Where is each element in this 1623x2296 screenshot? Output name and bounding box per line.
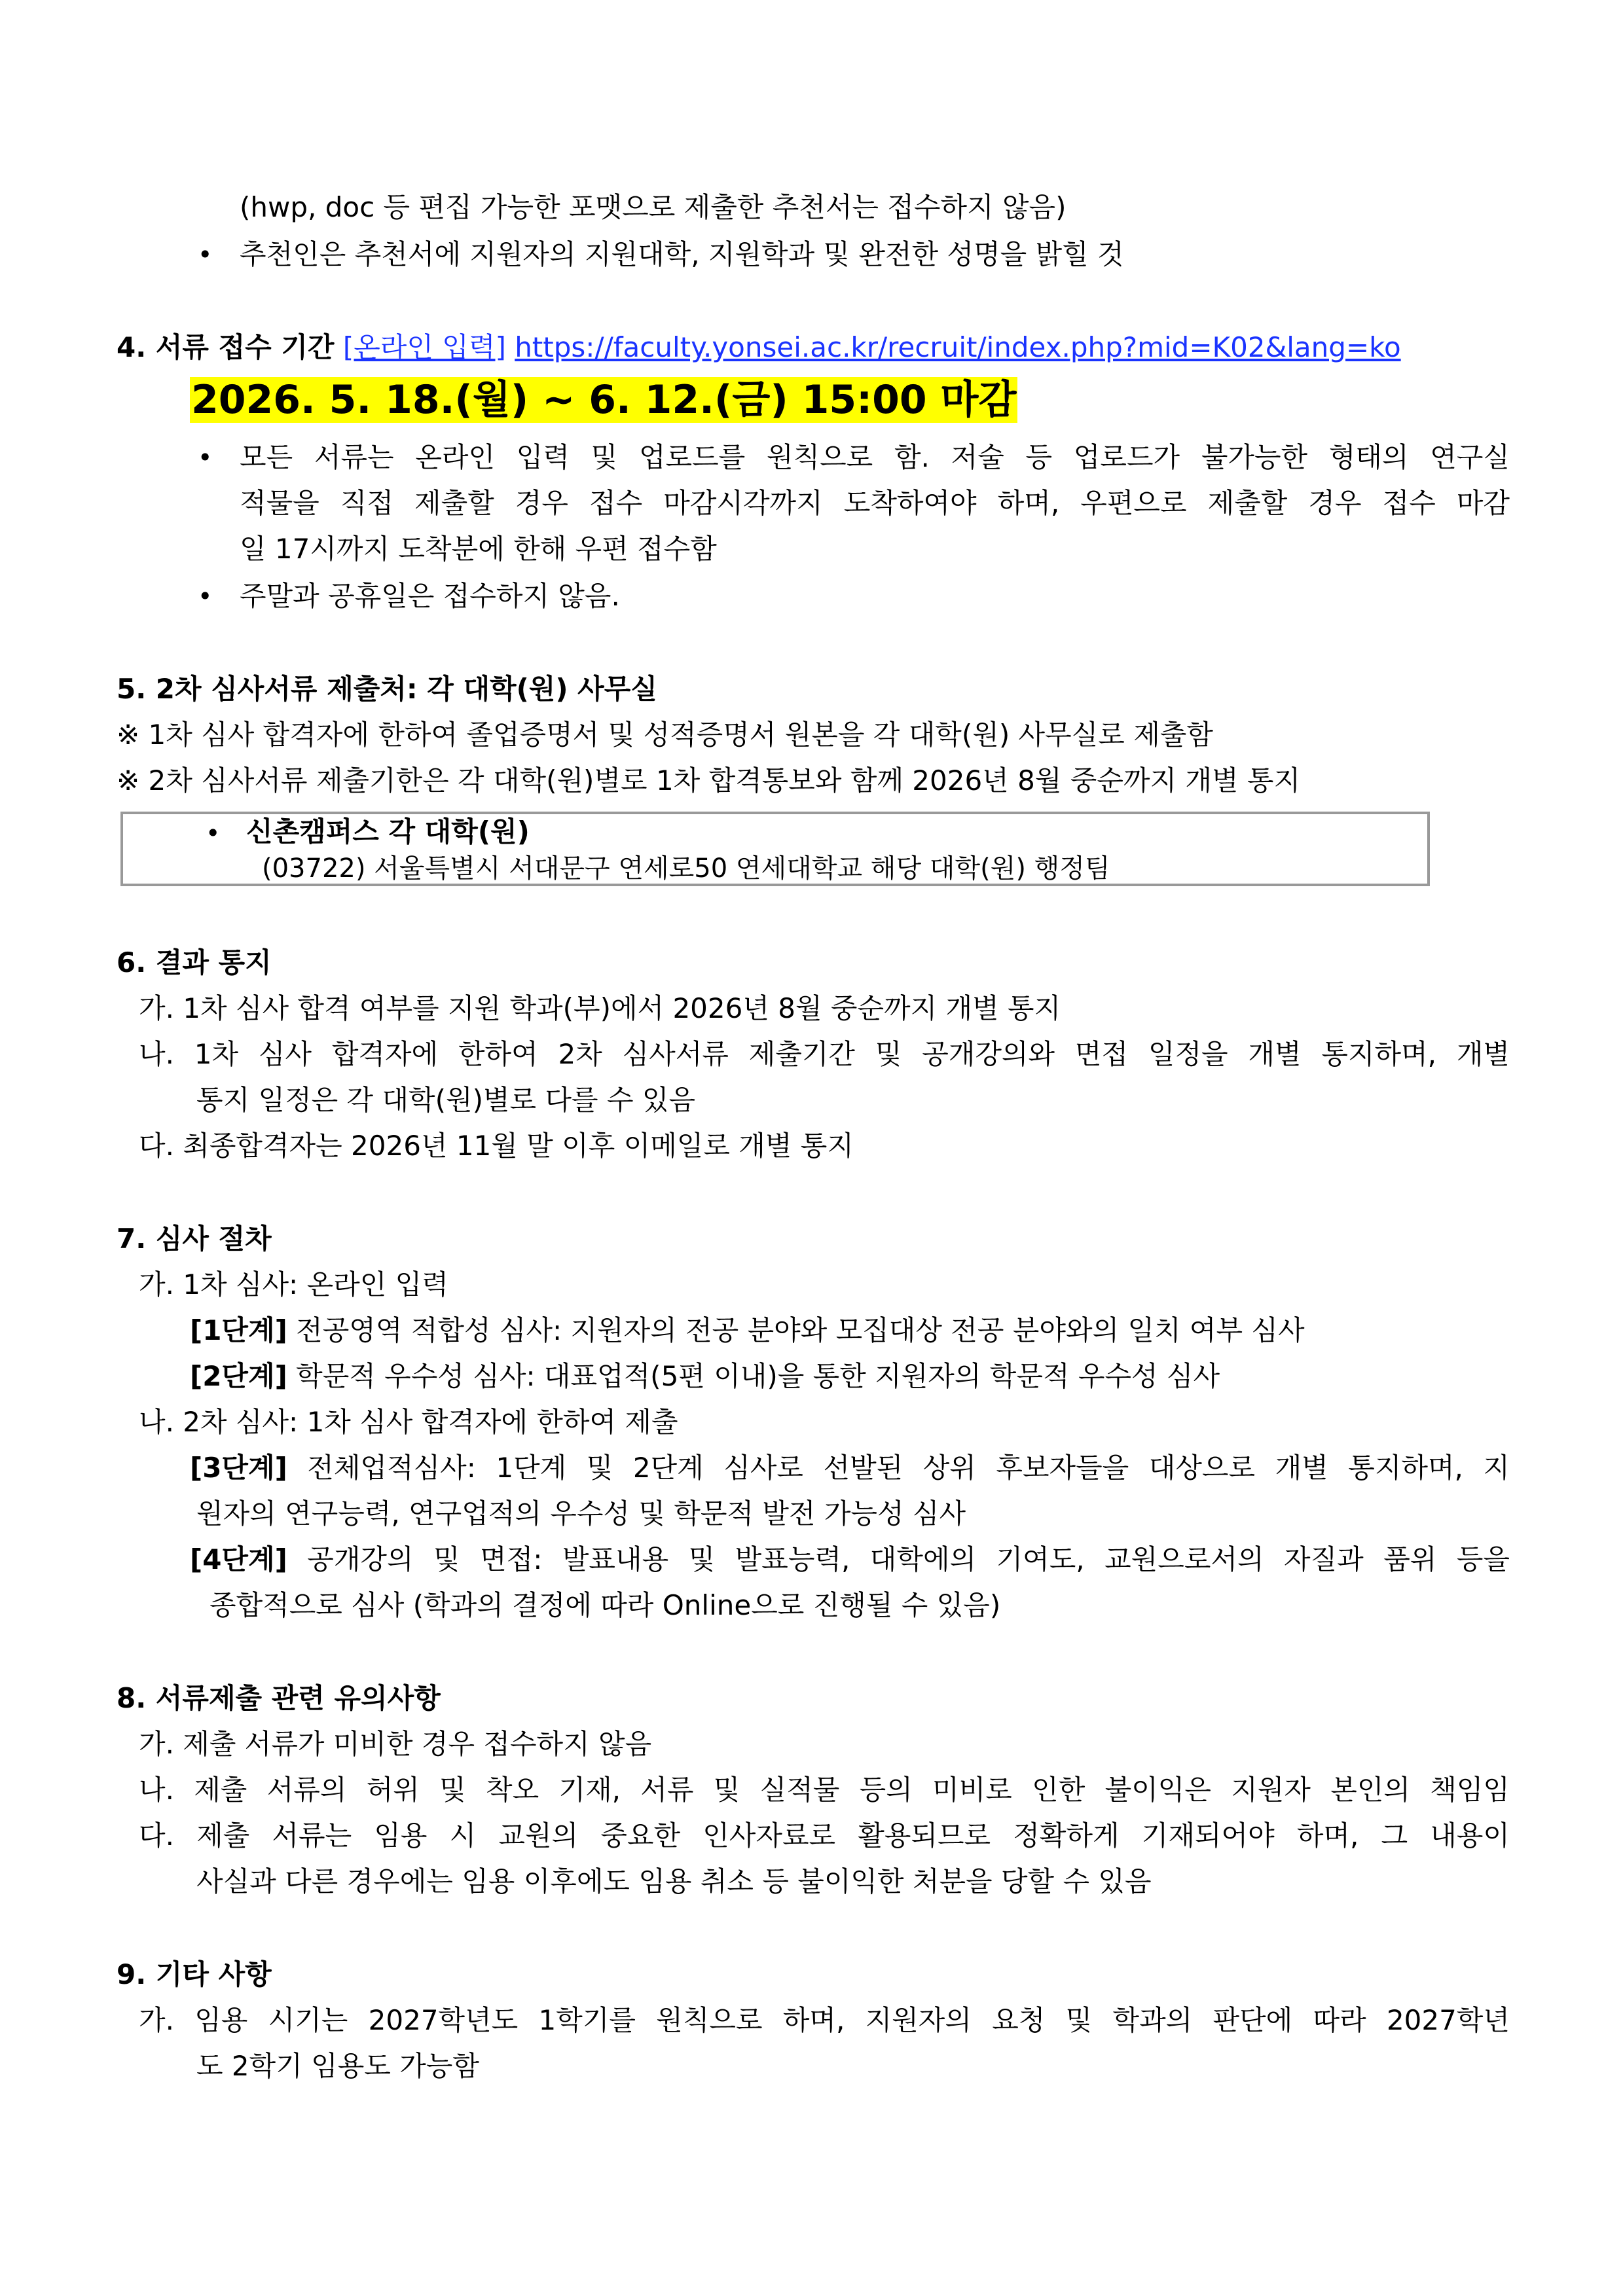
bullet-icon: • xyxy=(198,443,213,472)
section-9-heading: 9. 기타 사항 xyxy=(117,1958,272,1990)
review-step-4-line-1 xyxy=(190,1537,1510,1583)
result-item-c: 다. 최종합격자는 2026년 11월 말 이후 이메일로 개별 통지 xyxy=(139,1130,854,1162)
review-first-stage: 가. 1차 심사: 온라인 입력 xyxy=(139,1268,448,1300)
review-step-1 xyxy=(190,1308,1305,1354)
other-item-a-line-1: 가. 임용 시기는 2027학년도 1학기를 원칙으로 하며, 지원자의 요청 및 학과의 판단에 따라 2027학년 xyxy=(139,2004,1510,2036)
step-4-text: 공개강의 및 면접: 발표내용 및 발표능력, 대학에의 기여도, 교원으로서의 자질과 품위 등을 xyxy=(287,1543,1510,1575)
submission-rule-line-2: 적물을 직접 제출할 경우 접수 마감시각까지 도착하여야 하며, 우편으로 제출할 경우 접수 마감 xyxy=(240,487,1510,519)
caution-item-c-line-1: 다. 제출 서류는 임용 시 교원의 중요한 인사자료로 활용되므로 정확하게 기재되어야 하며, 그 내용이 xyxy=(139,1820,1510,1852)
review-step-2 xyxy=(190,1354,1220,1399)
section-5-heading: 5. 2차 심사서류 제출처: 각 대학(원) 사무실 xyxy=(117,673,657,705)
deadline-highlight: 2026. 5. 18.(월) ~ 6. 12.(금) 15:00 마감 xyxy=(191,377,1017,423)
result-item-b-line-2: 통지 일정은 각 대학(원)별로 다를 수 있음 xyxy=(196,1084,696,1116)
section-4-heading: 4. 서류 접수 기간 xyxy=(117,331,335,363)
online-input-url[interactable]: https://faculty.yonsei.ac.kr/recruit/index.php?mid=K02&lang=ko xyxy=(515,331,1401,363)
caution-item-b: 나. 제출 서류의 허위 및 착오 기재, 서류 및 실적물 등의 미비로 인한 불이익은 지원자 본인의 책임임 xyxy=(139,1774,1510,1806)
section-5-note-2: ※ 2차 심사서류 제출기한은 각 대학(원)별로 1차 합격통보와 함께 2026년 8월 중순까지 개별 통지 xyxy=(117,764,1301,797)
deadline-row xyxy=(190,374,1017,427)
section-5-note-1: ※ 1차 심사 합격자에 한하여 졸업증명서 및 성적증명서 원본을 각 대학(원) 사무실로 제출함 xyxy=(117,719,1213,751)
step-3-tag: [3단계] xyxy=(190,1452,287,1484)
review-second-stage: 나. 2차 심사: 1차 심사 합격자에 한하여 제출 xyxy=(139,1406,678,1438)
step-2-text: 학문적 우수성 심사: 대표업적(5편 이내)을 통한 지원자의 학문적 우수성 심사 xyxy=(287,1360,1220,1392)
review-step-4-line-2: 종합적으로 심사 (학과의 결정에 따라 Online으로 진행될 수 있음) xyxy=(210,1589,1001,1621)
online-input-link-label[interactable]: [온라인 입력] xyxy=(342,331,506,363)
holiday-note: 주말과 공휴일은 접수하지 않음. xyxy=(240,580,620,612)
result-item-b-line-1: 나. 1차 심사 합격자에 한하여 2차 심사서류 제출기간 및 공개강의와 면접 일정을 개별 통지하며, 개별 xyxy=(139,1038,1510,1070)
section-6-heading: 6. 결과 통지 xyxy=(117,946,272,978)
recommender-note: 추천인은 추천서에 지원자의 지원대학, 지원학과 및 완전한 성명을 밝힐 것 xyxy=(240,238,1124,270)
step-4-tag: [4단계] xyxy=(190,1543,287,1575)
bullet-icon: • xyxy=(198,240,213,269)
bullet-icon: • xyxy=(206,819,221,848)
step-2-tag: [2단계] xyxy=(190,1360,287,1392)
section-4-heading-row xyxy=(117,325,1401,370)
bullet-icon: • xyxy=(198,582,213,611)
other-item-a-line-2: 도 2학기 임용도 가능함 xyxy=(196,2050,479,2082)
submission-rule-line-1: 모든 서류는 온라인 입력 및 업로드를 원칙으로 함. 저술 등 업로드가 불가능한 형태의 연구실 xyxy=(240,441,1510,473)
campus-address: (03722) 서울특별시 서대문구 연세로50 연세대학교 해당 대학(원) 행정팀 xyxy=(262,853,1110,884)
result-item-a: 가. 1차 심사 합격 여부를 지원 학과(부)에서 2026년 8월 중순까지 개별 통지 xyxy=(139,992,1061,1024)
review-step-3-line-2: 원자의 연구능력, 연구업적의 우수성 및 학문적 발전 가능성 심사 xyxy=(196,1498,966,1530)
step-1-text: 전공영역 적합성 심사: 지원자의 전공 분야와 모집대상 전공 분야와의 일치 여부 심사 xyxy=(287,1314,1305,1346)
caution-item-c-line-2: 사실과 다른 경우에는 임용 이후에도 임용 취소 등 불이익한 처분을 당할 수 있음 xyxy=(196,1865,1152,1897)
section-7-heading: 7. 심사 절차 xyxy=(117,1223,272,1255)
step-3-text: 전체업적심사: 1단계 및 2단계 심사로 선발된 상위 후보자들을 대상으로 개별 통지하며, 지 xyxy=(287,1452,1510,1484)
section-8-heading: 8. 서류제출 관련 유의사항 xyxy=(117,1682,441,1714)
recommendation-format-note: (hwp, doc 등 편집 가능한 포맷으로 제출한 추천서는 접수하지 않음) xyxy=(240,191,1067,223)
submission-rule-line-3: 일 17시까지 도착분에 한해 우편 접수함 xyxy=(240,533,717,565)
campus-title: 신촌캠퍼스 각 대학(원) xyxy=(246,816,530,848)
step-1-tag: [1단계] xyxy=(190,1314,287,1346)
caution-item-a: 가. 제출 서류가 미비한 경우 접수하지 않음 xyxy=(139,1728,652,1760)
review-step-3-line-1 xyxy=(190,1445,1510,1491)
